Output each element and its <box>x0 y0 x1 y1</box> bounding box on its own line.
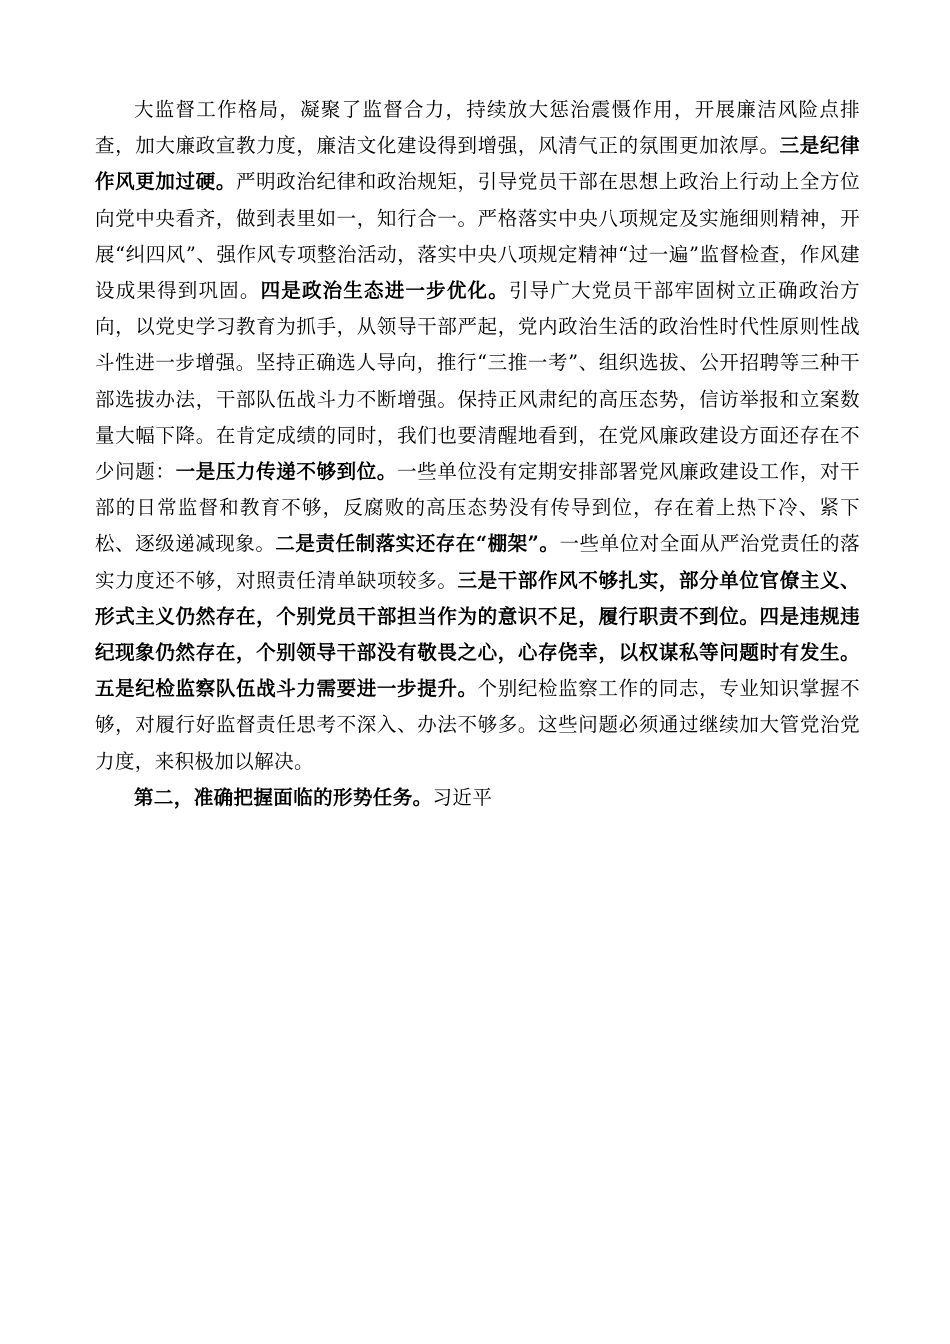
paragraph-2 <box>95 780 860 816</box>
text-run: 一些单位没有定期安排部署党风廉政建设工作，对干部的日常监督和教育不够，反腐败的高压态势没有传导到位，存在着上热下冷、紧下松、逐级递减现象。 <box>95 460 860 556</box>
bold-run: 四是政治生态进一步优化。 <box>260 279 509 303</box>
text-run: 一些单位对全面从严治党责任的落实力度还不够，对照责任清单缺项较多。 <box>95 532 860 592</box>
paragraph-1 <box>95 92 860 780</box>
bold-run: 二是责任制落实还存在“棚架”。 <box>275 532 560 556</box>
document-page <box>95 92 860 816</box>
bold-run: 三是纪律作风更加过硬。 <box>95 134 860 194</box>
text-run: 引导广大党员干部牢固树立正确政治方向，以党史学习教育为抓手，从领导干部严起，党内政治生活的政治性时代性原则性战斗性进一步增强。坚持正确选人导向，推行“三推一考”、组织选拔、公开招聘等三种干部选拔办法，干部队伍战斗力不断增强。保持正风肃纪的高压态势，信访举报和立案数量大幅下降。在肯定成绩的同时，我们也要清醒地看到，在党风廉政建设方面还存在不少问题： <box>95 279 860 484</box>
bold-run: 一是压力传递不够到位。 <box>175 460 398 484</box>
text-run: 大监督工作格局，凝聚了监督合力，持续放大惩治震慑作用，开展廉洁风险点排查，加大廉政宣教力度，廉洁文化建设得到增强，风清气正的氛围更加浓厚。 <box>95 98 860 158</box>
bold-run: 三是干部作风不够扎实，部分单位官僚主义、形式主义仍然存在，个别党员干部担当作为的意识不足，履行职责不到位。四是违规违纪现象仍然存在，个别领导干部没有敬畏之心，心存侥幸，以权谋私等问题时有发生。五是纪检监察队伍战斗力需要进一步提升。 <box>95 568 860 701</box>
section-heading: 第二，准确把握面临的形势任务。 <box>134 785 433 809</box>
text-run: 习近平 <box>432 785 493 809</box>
text-run: 个别纪检监察工作的同志，专业知识掌握不够，对履行好监督责任思考不深入、办法不够多。这些问题必须通过继续加大管党治党力度，来积极加以解决。 <box>95 677 860 773</box>
text-run: 严明政治纪律和政治规矩，引导党员干部在思想上政治上行动上全方位向党中央看齐，做到表里如一，知行合一。严格落实中央八项规定及实施细则精神，开展“纠四风”、强作风专项整治活动，落实中央八项规定精神“过一遍”监督检查，作风建设成果得到巩固。 <box>95 170 860 303</box>
